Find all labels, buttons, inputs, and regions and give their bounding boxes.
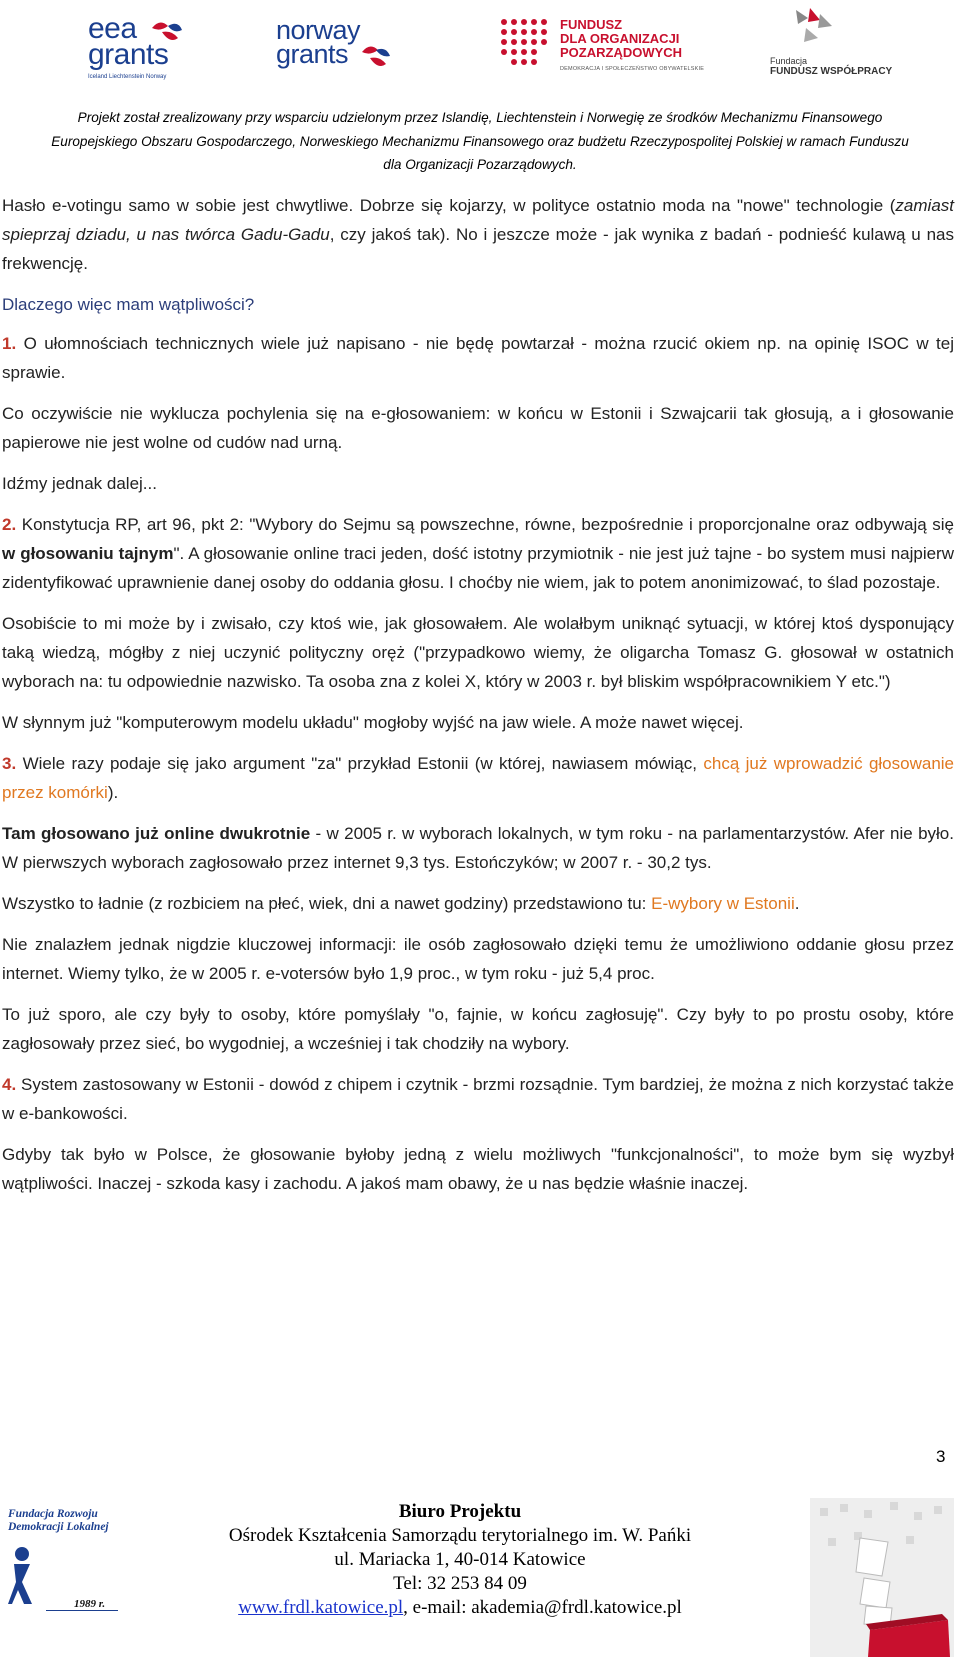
link-mobile-voting[interactable]: chcą już wprowadzić głosowanie przez komórki [2, 754, 955, 802]
frdl-logo [8, 1508, 128, 1648]
p5-text-a: Konstytucja RP, art 96, pkt 2: "Wybory do Sejmu są powszechne, równe, bezpośrednie i proporcjonalne oraz odbywają się [16, 515, 954, 534]
office-contact [200, 1596, 720, 1620]
p8-text-a: Wiele razy podaje się jako argument "za" przykład Estonii (w której, nawiasem mówiąc, [16, 754, 704, 773]
eea-logo-subtitle: Iceland Liechtenstein Norway [88, 74, 167, 80]
fws-line2: FUNDUSZ WSPÓŁPRACY [770, 66, 893, 77]
fundusz-logo-text [560, 18, 682, 60]
p5-text-b: ". A głosowanie online traci jeden, dość istotny przymiotnik - nie jest już tajne - bo system musi najpierw zidentyfikować uprawnienie danej osoby do oddania głosu. I choćby nie wiem, jak to potem anonimizować, to ślad pozostaje. [2, 544, 954, 592]
fundusz-line1: FUNDUSZ [560, 17, 623, 32]
eea-grants-logo [88, 12, 188, 84]
office-title: Biuro Projektu [398, 1501, 522, 1522]
p13-text: System zastosowany w Estonii - dowód z chipem i czytnik - brzmi rozsądnie. Tym bardziej, że można z nich korzystać także w e-bankowości. [2, 1075, 954, 1123]
p10-text-b: . [794, 894, 800, 913]
fundusz-ngo-logo [494, 10, 705, 82]
point-number-2: 2. [2, 515, 17, 534]
frdl-underline [46, 1610, 118, 1611]
eea-logo-line2: grants [88, 38, 169, 71]
office-phone: Tel: 32 253 84 09 [393, 1573, 527, 1594]
p9-bold: Tam głosowano już online dwukrotnie [2, 824, 311, 843]
p9-text: - w 2005 r. w wyborach lokalnych, w tym roku - na parlamentarzystów. Afer nie było. W pierwszych wyborach zagłosowało przez internet 9,3 tys. Estończyków; w 2007 r. - 30,2 tys. [2, 824, 954, 872]
link-e-wybory-estonia[interactable]: E-wybory w Estonii [651, 894, 795, 913]
eea-logo-line1: eea [88, 12, 137, 45]
p1-text-b: , czy jakoś tak). No i jeszcze może - jak wynika z badań - podnieść kulawą u nas frekwencję. [2, 225, 954, 273]
question-heading: Dlaczego więc mam wątpliwości? [2, 295, 255, 314]
frdl-year: 1989 r. [74, 1598, 106, 1610]
article-body [2, 191, 954, 1210]
paragraph-point-3 [2, 749, 954, 807]
frdl-figure-icon [8, 1546, 38, 1606]
email-text: , e-mail: akademia@frdl.katowice.pl [403, 1597, 682, 1618]
fws-mark-icon [790, 6, 836, 50]
p10-text-a: Wszystko to ładnie (z rozbiciem na płeć, wiek, dni a nawet godziny) przedstawiono tu: [2, 894, 652, 913]
project-office-info [200, 1500, 720, 1620]
p1-italic: zamiast spieprzaj dziadu, u nas twórca Gadu-Gadu [2, 196, 954, 244]
point-number-3: 3. [2, 754, 17, 773]
paragraph-7: W słynnym już "komputerowym modelu układu" mogłoby wyjść na jaw wiele. A może nawet więcej. [2, 713, 744, 732]
fundusz-line2: DLA ORGANIZACJI [560, 31, 680, 46]
fundusz-wspolpracy-logo [770, 6, 893, 78]
page-footer [0, 1480, 960, 1657]
p8-text-b: ). [107, 783, 119, 802]
p1-text-a: Hasło e-votingu samo w sobie jest chwytliwe. Dobrze się kojarzy, w polityce ostatnio moda na "nowe" technologie ( [2, 196, 896, 215]
norway-logo-line2: grants [276, 39, 349, 69]
paragraph-1 [2, 191, 954, 278]
fundusz-line3: POZARZĄDOWYCH [560, 45, 683, 60]
page-number: 3 [936, 1447, 946, 1466]
paragraph-point-1 [2, 329, 954, 387]
paragraph-point-4 [2, 1070, 954, 1128]
funding-line-3: dla Organizacji Pozarządowych. [383, 157, 577, 172]
funding-line-1: Projekt został zrealizowany przy wsparciu udzielonym przez Islandię, Liechtenstein i Norwegię ze środków Mechanizmu Finansowego [77, 110, 883, 125]
norway-logo-line1: norway [276, 15, 361, 45]
p2-text: O ułomnościach technicznych wiele już napisano - nie będę powtarzał - można rzucić okiem np. na opinię ISOC w tej sprawie. [2, 334, 954, 382]
norway-flower-icon [360, 42, 392, 72]
paragraph-9 [2, 819, 954, 877]
p5-bold: w głosowaniu tajnym [2, 544, 174, 563]
office-line-1: Ośrodek Kształcenia Samorządu terytorialnego im. W. Pańki [228, 1525, 692, 1546]
point-number-4: 4. [2, 1075, 17, 1094]
frdl-logo-line1: Fundacja Rozwoju [8, 1508, 98, 1520]
eea-flower-icon [148, 16, 184, 46]
paragraph-3: Co oczywiście nie wyklucza pochylenia się na e-głosowaniem: w końcu w Estonii i Szwajcarii tak głosują, a i głosowanie papierowe nie jest wolne od cudów nad urną. [2, 404, 954, 452]
norway-grants-logo [276, 15, 386, 78]
frdl-logo-line2: Demokracji Lokalnej [8, 1521, 109, 1533]
ballot-box-image [810, 1498, 954, 1657]
paragraph-4: Idźmy jednak dalej... [2, 474, 157, 493]
paragraph-11: Nie znalazłem jednak nigdzie kluczowej informacji: ile osób zagłosowało dzięki temu że umożliwiono oddanie głosu przez internet. Wiemy tylko, że w 2005 r. e-votersów było 1,9 proc., w tym roku - już 5,4 proc. [2, 935, 954, 983]
point-number-1: 1. [2, 334, 17, 353]
paragraph-10 [2, 889, 954, 918]
paragraph-point-2 [2, 510, 954, 597]
funding-line-2: Europejskiego Obszaru Gospodarczego, Norweskiego Mechanizmu Finansowego oraz budżetu Rzeczypospolitej Polskiej w ramach Funduszu [51, 133, 909, 149]
paragraph-14: Gdyby tak było w Polsce, że głosowanie byłoby jedną z wielu możliwych "funkcjonalności", to może bym się wyzbył wątpliwości. Inaczej - szkoda kasy i zachodu. A jakoś mam obawy, że u nas będzie właśnie inaczej. [2, 1145, 954, 1193]
fundusz-tagline: DEMOKRACJA I SPOŁECZEŃSTWO OBYWATELSKIE [560, 66, 705, 72]
funding-statement [0, 106, 960, 177]
header-logos [0, 0, 960, 88]
office-address: ul. Mariacka 1, 40-014 Katowice [334, 1549, 586, 1570]
fundusz-dots-icon [494, 14, 554, 74]
paragraph-12: To już sporo, ale czy były to osoby, które pomyślały "o, fajnie, w końcu zagłosuję". Czy były to po prostu osoby, które zagłosowały przez sieć, bo wygodniej, a wcześniej i tak chodziły na wybory. [2, 1005, 954, 1053]
fws-line1: Fundacja [770, 56, 808, 66]
website-link[interactable]: www.frdl.katowice.pl [238, 1597, 404, 1618]
paragraph-6: Osobiście to mi może by i zwisało, czy ktoś wie, jak głosowałem. Ale wolałbym uniknąć sytuacji, w której ktoś dysponujący taką wiedzą, mógłby z niej uczynić polityczny oręż ("przypadkowo wiemy, że oligarcha Tomasz G. głosował w ostatnich wyborach na: tu odpowiednie nazwisko. Ta osoba zna z kolei X, który w 2003 r. był bliskim współpracownikiem Y etc.") [2, 614, 954, 691]
